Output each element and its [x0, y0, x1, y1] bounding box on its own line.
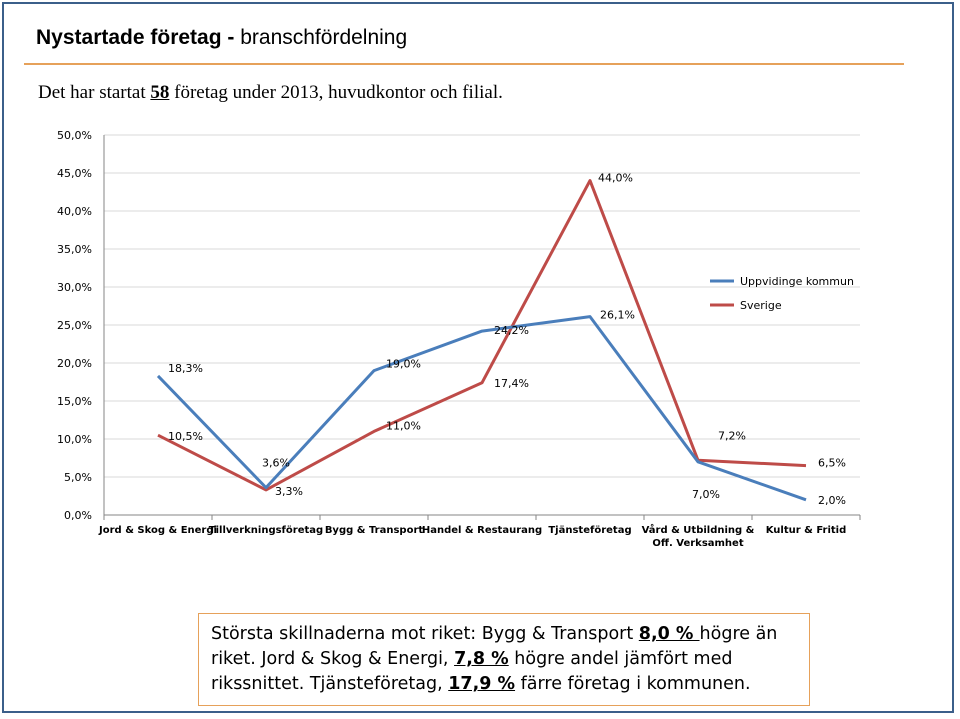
data-label: 10,5% — [168, 430, 203, 444]
y-tick-label: 50,0% — [57, 129, 92, 142]
y-tick-label: 40,0% — [57, 205, 92, 218]
y-tick-label: 10,0% — [57, 433, 92, 446]
legend-label: Sverige — [740, 299, 782, 312]
series-line-uppvidinge — [158, 317, 806, 500]
data-label: 18,3% — [168, 361, 203, 375]
data-label: 26,1% — [600, 308, 635, 322]
note-value-3: 17,9 % — [448, 674, 516, 694]
note-text-3: högre andel jämfört med rikssnittet. Tjänsteföretag, — [211, 649, 733, 694]
x-tick-label: Off. Verksamhet — [652, 538, 744, 549]
y-tick-label: 30,0% — [57, 281, 92, 294]
series-line-sverige — [158, 181, 806, 490]
summary-note — [198, 613, 810, 706]
x-tick-label: Vård & Utbildning & — [641, 525, 755, 536]
data-label: 6,5% — [818, 456, 846, 470]
data-label: 3,6% — [262, 456, 290, 470]
x-tick-label: Jord & Skog & Energi — [99, 525, 217, 536]
x-tick-label: Handel & Restaurang — [421, 525, 543, 536]
data-label: 17,4% — [494, 376, 529, 390]
x-tick-label: Tillverkningsföretag — [208, 525, 324, 536]
x-tick-label: Kultur & Fritid — [765, 525, 847, 536]
note-value-2: 7,8 % — [454, 649, 509, 669]
data-label: 7,2% — [718, 429, 746, 443]
note-text-1: Största skillnaderna mot riket: Bygg & Transport — [211, 624, 639, 644]
data-label: 19,0% — [386, 357, 421, 371]
subtitle-count: 58 — [150, 82, 170, 103]
y-tick-label: 35,0% — [57, 243, 92, 256]
title-bold-part: Nystartade företag - — [36, 26, 235, 49]
y-tick-label: 15,0% — [57, 395, 92, 408]
data-label: 24,2% — [494, 324, 529, 338]
data-label: 7,0% — [692, 487, 720, 501]
y-tick-label: 25,0% — [57, 319, 92, 332]
y-tick-label: 45,0% — [57, 167, 92, 180]
data-label: 2,0% — [818, 493, 846, 507]
y-tick-label: 5,0% — [64, 471, 92, 484]
y-tick-label: 20,0% — [57, 357, 92, 370]
data-label: 3,3% — [275, 484, 303, 498]
subtitle-pre: Det har startat — [38, 82, 151, 103]
note-value-1: 8,0 % — [638, 624, 700, 644]
legend-label: Uppvidinge kommun — [740, 275, 854, 288]
x-tick-label: Bygg & Transport — [324, 525, 424, 536]
data-label: 44,0% — [598, 171, 633, 185]
y-tick-label: 0,0% — [64, 509, 92, 522]
title-rest-part: branschfördelning — [234, 26, 408, 49]
note-text-2: högre än riket. Jord & Skog & Energi, — [211, 624, 778, 669]
note-text-4: färre företag i kommunen. — [515, 674, 751, 694]
x-tick-label: Tjänsteföretag — [548, 525, 632, 536]
subtitle-post: företag under 2013, huvudkontor och filial. — [169, 82, 503, 103]
data-label: 11,0% — [386, 419, 421, 433]
